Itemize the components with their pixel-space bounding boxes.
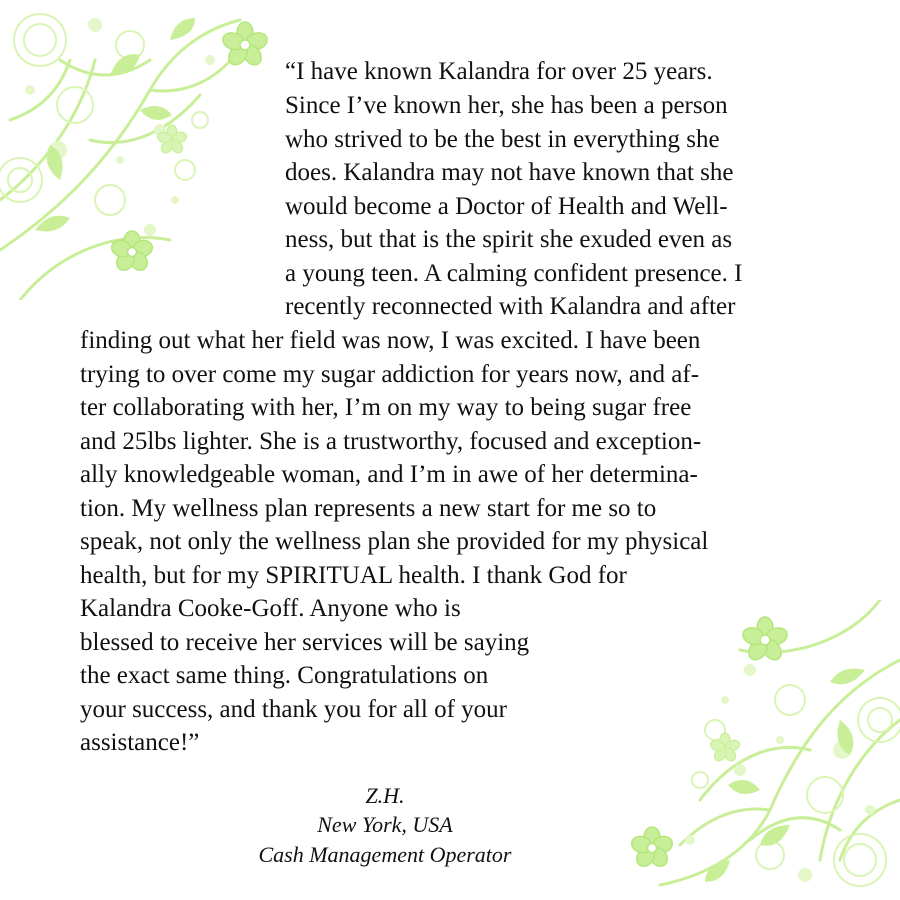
- testimonial-line: trying to over come my sugar addiction for years now, and af-: [80, 361, 700, 388]
- testimonial-line: assistance!”: [80, 729, 200, 756]
- testimonial-line: “I have known Kalandra for over 25 years.: [285, 58, 713, 85]
- signature-role: Cash Management Operator: [258, 842, 512, 867]
- testimonial-line: blessed to receive her services will be saying: [80, 629, 530, 656]
- floral-corner-top-left: [0, 0, 290, 300]
- testimonial-line: health, but for my SPIRITUAL health. I thank God for: [80, 562, 627, 589]
- testimonial-line: your success, and thank you for all of your: [80, 696, 507, 723]
- testimonial-line: ter collaborating with her, I’m on my way to being sugar free: [80, 394, 692, 421]
- testimonial-line: Kalandra Cooke-Goff. Anyone who is: [80, 595, 461, 622]
- testimonial-line: tion. My wellness plan represents a new start for me so to: [80, 495, 657, 522]
- testimonial-line: Since I’ve known her, she has been a person: [285, 92, 728, 119]
- testimonial-line: recently reconnected with Kalandra and after: [285, 293, 736, 320]
- testimonial-line: ally knowledgeable woman, and I’m in awe of her determina-: [80, 461, 698, 488]
- testimonial-line: finding out what her field was now, I was excited. I have been: [80, 327, 701, 354]
- testimonial-line: a young teen. A calming confident presence. I: [285, 260, 743, 287]
- testimonial-line: the exact same thing. Congratulations on: [80, 662, 489, 689]
- testimonial-line: does. Kalandra may not have known that she: [285, 159, 734, 186]
- testimonial-line: speak, not only the wellness plan she provided for my physical: [80, 528, 709, 555]
- testimonial-line: would become a Doctor of Health and Well-: [285, 193, 728, 220]
- signature-location: New York, USA: [317, 812, 453, 837]
- testimonial-line: who strived to be the best in everything she: [285, 126, 720, 153]
- testimonial-line: ness, but that is the spirit she exuded even as: [285, 226, 733, 253]
- signature-initials: Z.H.: [365, 783, 405, 808]
- testimonial-line: and 25lbs lighter. She is a trustworthy, focused and exception-: [80, 428, 702, 455]
